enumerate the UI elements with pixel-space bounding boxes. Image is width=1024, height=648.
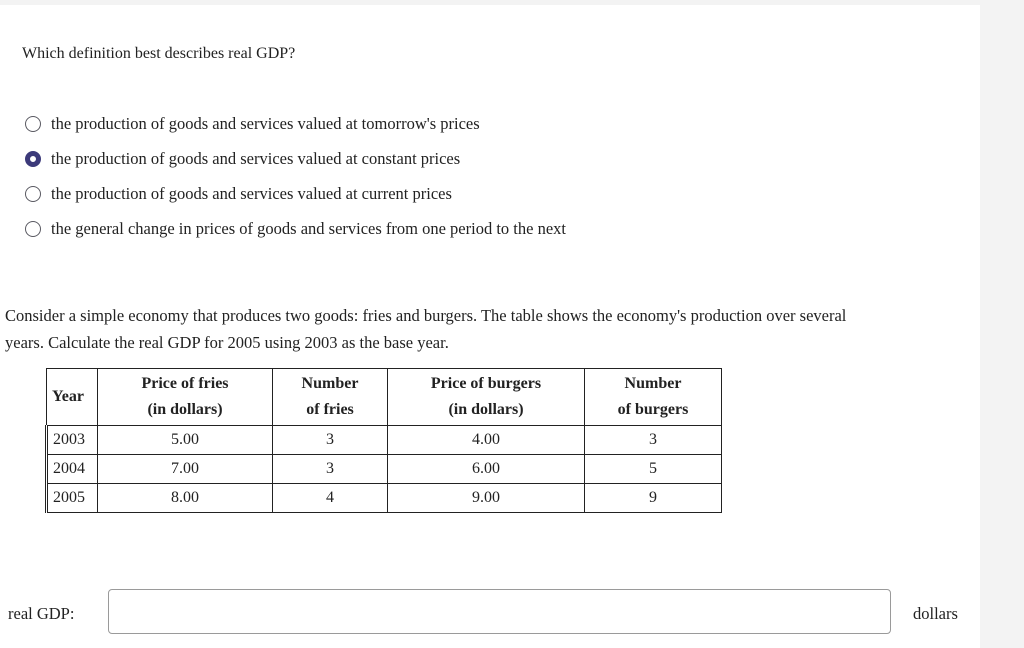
option-label: the general change in prices of goods and services from one period to the next <box>51 218 566 238</box>
question-2-prompt <box>5 302 970 356</box>
radio-button-selected[interactable] <box>25 151 41 167</box>
cell-number-burgers: 9 <box>585 484 722 513</box>
cell-number-fries: 3 <box>273 455 388 484</box>
option-label: the production of goods and services valued at tomorrow's prices <box>51 113 480 133</box>
option-current-prices[interactable] <box>25 176 566 211</box>
cell-number-burgers: 3 <box>585 426 722 455</box>
cell-price-burgers: 9.00 <box>388 484 585 513</box>
cell-price-burgers: 4.00 <box>388 426 585 455</box>
question-1-prompt: Which definition best describes real GDP? <box>22 45 296 62</box>
option-general-change[interactable] <box>25 211 566 246</box>
table-row <box>47 426 722 455</box>
cell-year: 2003 <box>47 426 98 455</box>
real-gdp-label: real GDP: <box>8 604 75 623</box>
header-price-fries: Price of fries (in dollars) <box>98 369 273 426</box>
cell-price-fries: 7.00 <box>98 455 273 484</box>
header-price-burgers: Price of burgers (in dollars) <box>388 369 585 426</box>
header-number-burgers: Number of burgers <box>585 369 722 426</box>
units-label: dollars <box>913 604 958 623</box>
cell-year: 2005 <box>47 484 98 513</box>
real-gdp-input[interactable] <box>108 589 891 634</box>
option-label: the production of goods and services valued at current prices <box>51 183 452 203</box>
radio-button[interactable] <box>25 221 41 237</box>
cell-number-fries: 3 <box>273 426 388 455</box>
question-page <box>0 5 980 648</box>
table-header-row <box>47 369 722 426</box>
cell-year: 2004 <box>47 455 98 484</box>
radio-button[interactable] <box>25 116 41 132</box>
cell-price-burgers: 6.00 <box>388 455 585 484</box>
header-number-fries: Number of fries <box>273 369 388 426</box>
cell-number-fries: 4 <box>273 484 388 513</box>
production-table <box>45 368 722 513</box>
option-tomorrows-prices[interactable] <box>25 106 566 141</box>
prompt-line-2: years. Calculate the real GDP for 2005 using 2003 as the base year. <box>5 333 449 352</box>
cell-price-fries: 5.00 <box>98 426 273 455</box>
cell-price-fries: 8.00 <box>98 484 273 513</box>
radio-button[interactable] <box>25 186 41 202</box>
option-label: the production of goods and services valued at constant prices <box>51 148 461 168</box>
table-row <box>47 484 722 513</box>
table-row <box>47 455 722 484</box>
header-year: Year <box>47 369 98 426</box>
option-constant-prices[interactable] <box>25 141 566 176</box>
answer-options <box>25 106 566 246</box>
prompt-line-1: Consider a simple economy that produces two goods: fries and burgers. The table shows the economy's production over several <box>5 306 847 325</box>
cell-number-burgers: 5 <box>585 455 722 484</box>
